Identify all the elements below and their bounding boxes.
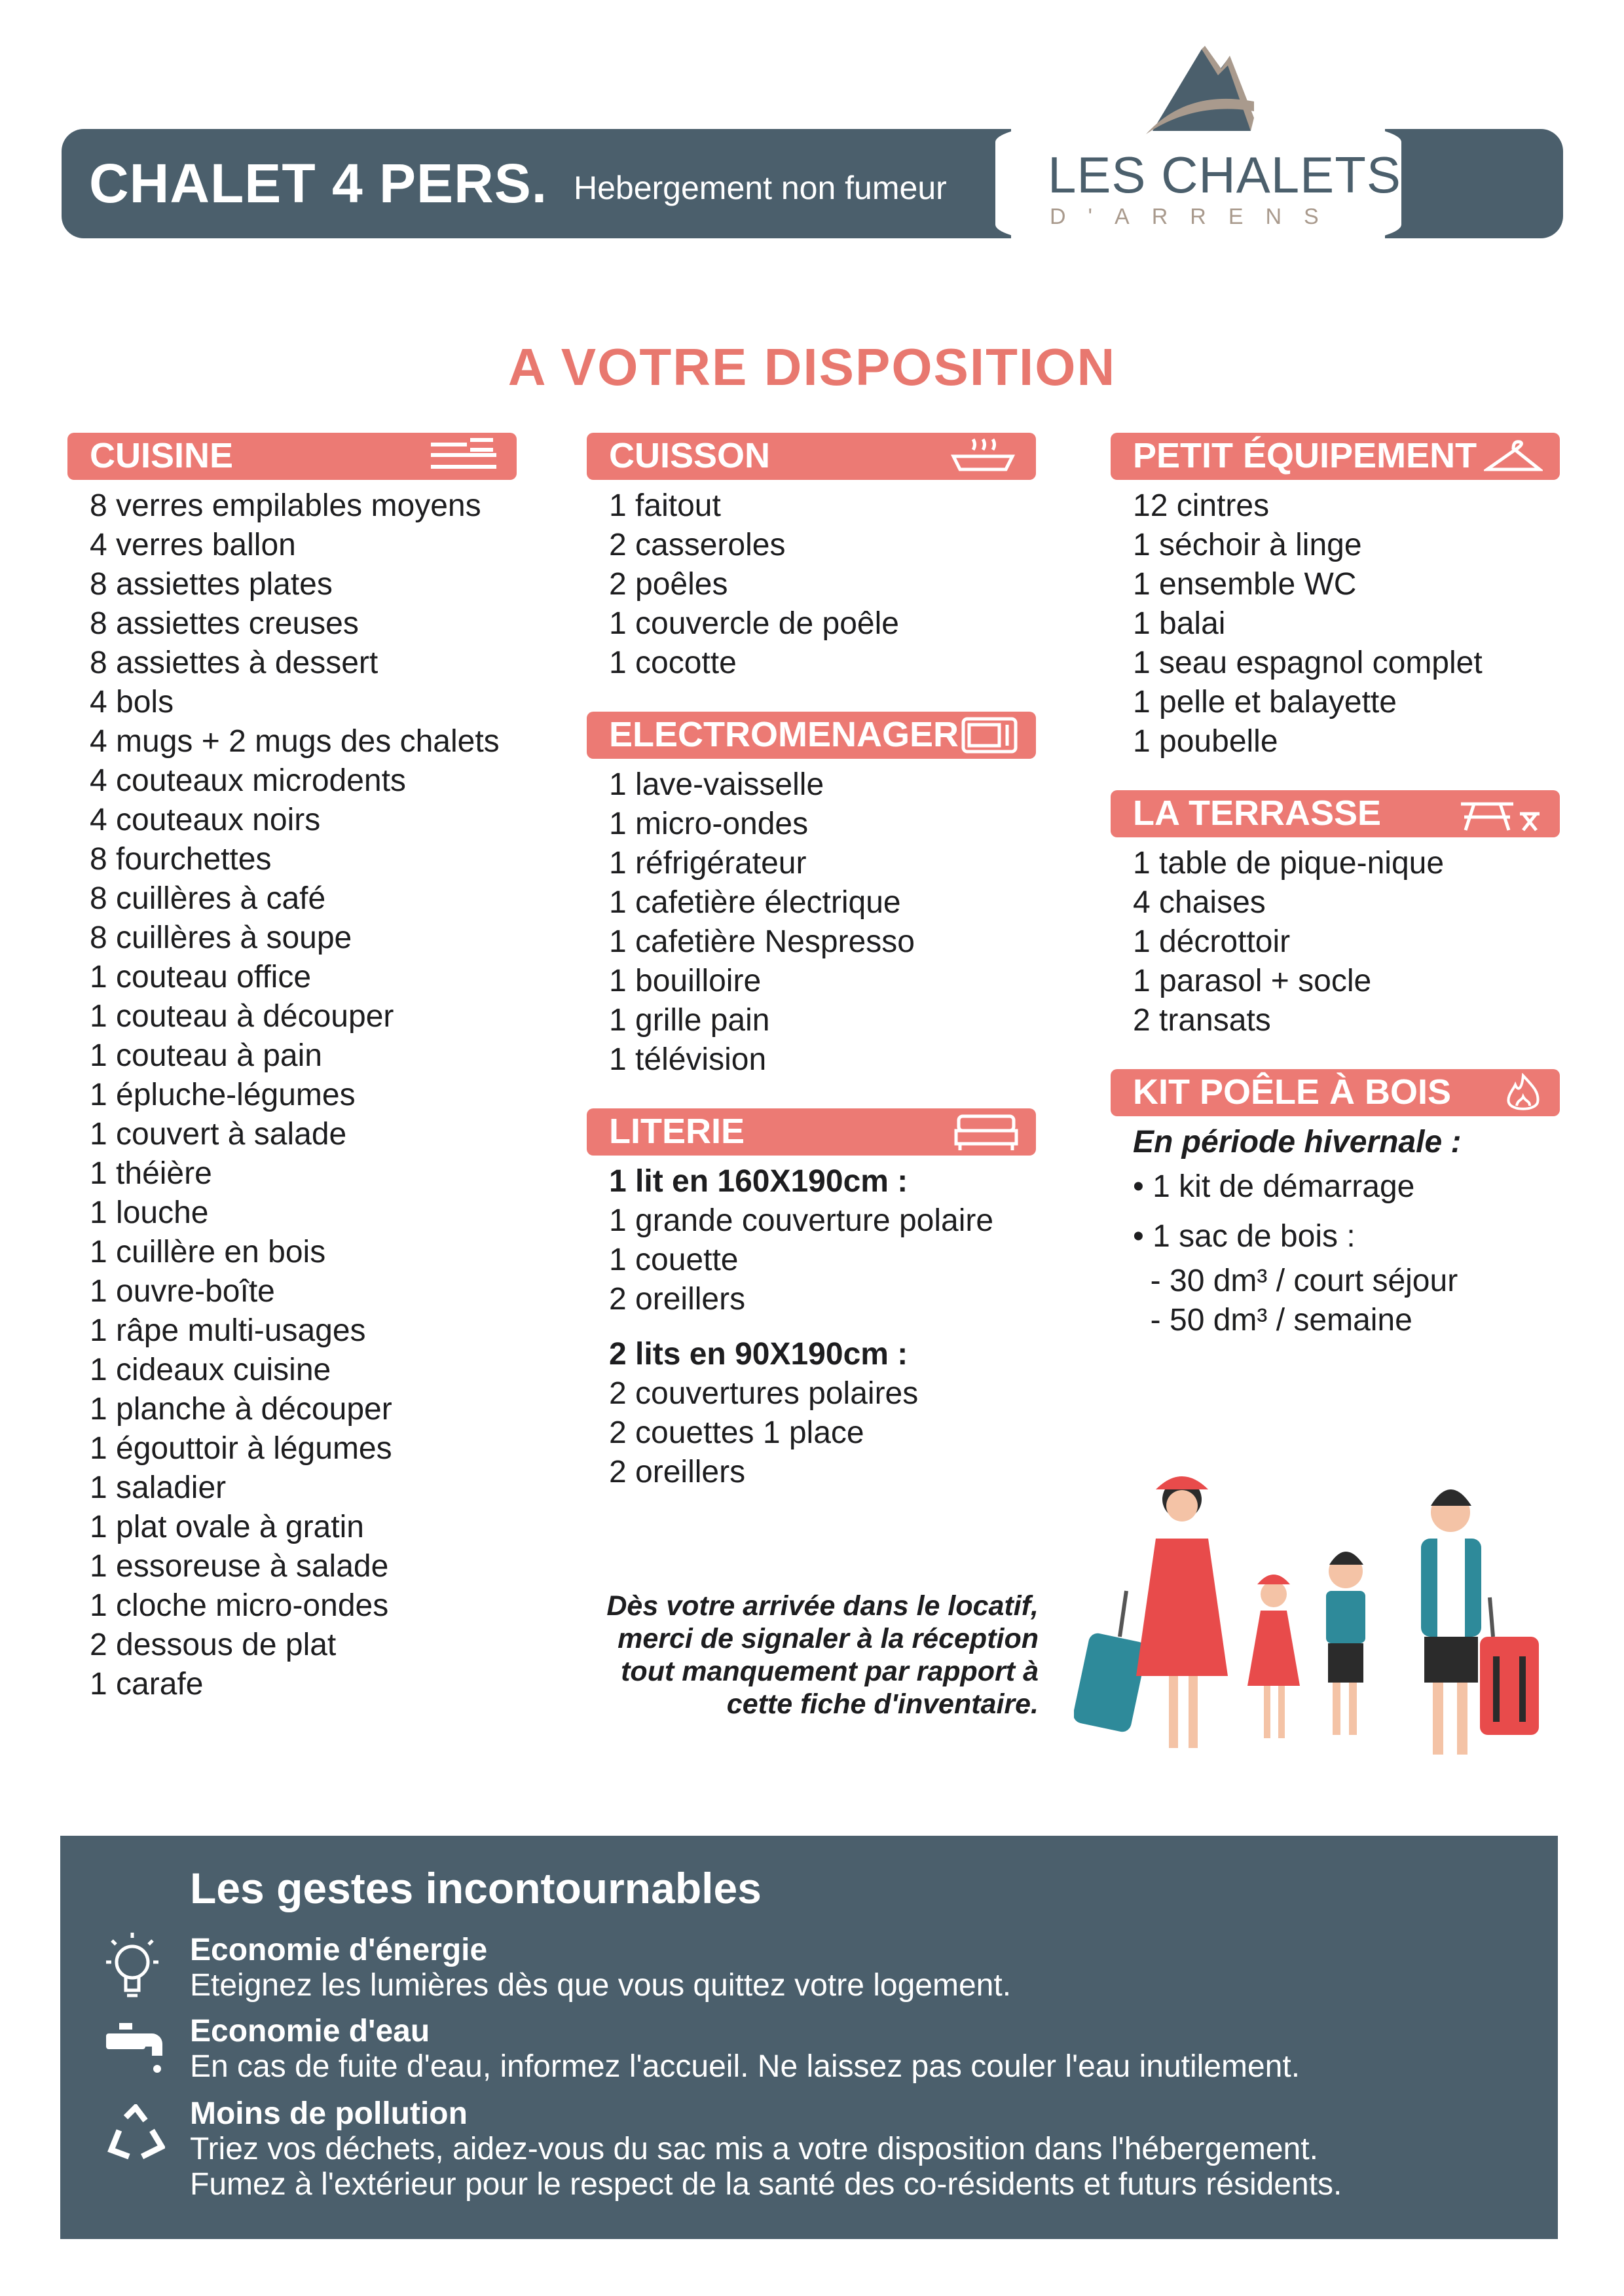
gestes-title: Les gestes incontournables (190, 1864, 762, 1912)
header-band-right (1385, 129, 1563, 238)
geste-item (190, 2014, 1300, 2085)
electro-list (587, 765, 1036, 1080)
list-item: 1 théière (90, 1156, 212, 1191)
list-item: 1 râpe multi-usages (90, 1313, 366, 1348)
literie-header (587, 1108, 1036, 1156)
list-item: 8 fourchettes (90, 842, 272, 877)
list-item: • 1 sac de bois : (1133, 1219, 1356, 1254)
list-item: 1 couteau à pain (90, 1038, 322, 1073)
list-item: 1 planche à découper (90, 1392, 392, 1427)
cuisine-column (67, 433, 517, 1704)
electro-title: ELECTROMENAGER (609, 715, 959, 754)
recycle-icon (106, 2104, 165, 2163)
geste-text: Fumez à l'extérieur pour le respect de la santé des co-résidents et futurs résidents. (190, 2167, 1342, 2202)
list-item: 1 essoreuse à salade (90, 1549, 389, 1584)
list-item: 12 cintres (1133, 488, 1270, 523)
terrasse-list (1111, 844, 1560, 1040)
list-item: 8 cuillères à soupe (90, 920, 352, 955)
list-item: 1 louche (90, 1195, 209, 1230)
pan-icon (947, 437, 1019, 476)
cutlery-icon (428, 437, 500, 476)
list-item: 2 transats (1133, 1003, 1271, 1038)
list-item: 8 assiettes à dessert (90, 646, 378, 680)
geste-text: Triez vos déchets, aidez-vous du sac mis a votre disposition dans l'hébergement. (190, 2132, 1318, 2166)
list-item: 8 assiettes plates (90, 567, 333, 602)
list-item: 1 carafe (90, 1667, 204, 1702)
cuisson-title: CUISSON (609, 436, 771, 475)
geste-text: En cas de fuite d'eau, informez l'accueil. Ne laissez pas couler l'eau inutilement. (190, 2049, 1301, 2084)
list-item: 1 micro-ondes (609, 807, 809, 841)
list-item: 2 couettes 1 place (609, 1415, 864, 1450)
geste-title: Moins de pollution (190, 2096, 468, 2131)
subtitle: Hebergement non fumeur (574, 170, 947, 206)
inventory-note: Dès votre arrivée dans le locatif, merci de signaler à la réception tout manquement par rapport à cette fiche d'inventaire. (606, 1590, 1039, 1720)
kit-header (1111, 1069, 1560, 1116)
list-item: 2 oreillers (609, 1455, 746, 1489)
list-item: 1 lave-vaisselle (609, 767, 824, 802)
lightbulb-icon (106, 1933, 158, 2005)
list-item: 1 seau espagnol complet (1133, 646, 1483, 680)
list-item: 1 réfrigérateur (609, 846, 807, 881)
list-item: 4 couteaux noirs (90, 803, 321, 837)
literie-group-title: 1 lit en 160X190cm : (609, 1164, 908, 1199)
kit-intro: En période hivernale : (1133, 1125, 1462, 1159)
list-item: 1 table de pique-nique (1133, 846, 1445, 881)
list-item: 1 grande couverture polaire (609, 1203, 994, 1238)
suitcase-icon (1480, 1597, 1539, 1735)
logo-text: LES CHALETS (1048, 146, 1401, 204)
geste-item (190, 2096, 1342, 2202)
list-item: 1 séchoir à linge (1133, 528, 1362, 562)
kit-title: KIT POÊLE À BOIS (1133, 1072, 1452, 1112)
family-illustration (1074, 1460, 1552, 1781)
faucet-icon (106, 2020, 165, 2079)
petit-list (1111, 486, 1560, 761)
list-item: 1 ensemble WC (1133, 567, 1357, 602)
list-item: 4 mugs + 2 mugs des chalets (90, 724, 500, 759)
list-item: 1 pelle et balayette (1133, 685, 1397, 720)
list-item: 1 couvercle de poêle (609, 606, 899, 641)
geste-title: Economie d'eau (190, 2014, 430, 2049)
mountain-logo-icon (1139, 46, 1257, 137)
list-item: 1 saladier (90, 1470, 227, 1505)
geste-text: Eteignez les lumières dès que vous quittez votre logement. (190, 1968, 1012, 2003)
list-item: 1 parasol + socle (1133, 964, 1372, 998)
literie-list-1 (587, 1201, 1036, 1319)
bed-icon (953, 1112, 1019, 1152)
suitcase-icon (1074, 1591, 1149, 1734)
right-column (1111, 433, 1560, 1340)
literie-list-2 (587, 1374, 1036, 1492)
list-item: 1 cuillère en bois (90, 1235, 326, 1269)
list-item: 1 décrottoir (1133, 924, 1291, 959)
page-title: CHALET 4 PERS. (89, 153, 548, 214)
list-item: • 1 kit de démarrage (1133, 1169, 1415, 1204)
cuisson-header (587, 433, 1036, 480)
list-item: 1 couteau à découper (90, 999, 394, 1034)
geste-item (190, 1933, 1011, 2003)
flame-icon (1504, 1073, 1543, 1114)
gestes-panel (60, 1836, 1558, 2239)
list-item: 1 bouilloire (609, 964, 762, 998)
cuisine-title: CUISINE (90, 436, 234, 475)
list-item: 4 bols (90, 685, 174, 720)
list-item: 1 couvert à salade (90, 1117, 347, 1152)
list-item: 2 casseroles (609, 528, 786, 562)
picnic-table-icon (1458, 794, 1543, 833)
hanger-icon (1484, 437, 1543, 476)
cuisson-list (587, 486, 1036, 683)
list-item: 1 ouvre-boîte (90, 1274, 275, 1309)
list-item: 2 oreillers (609, 1282, 746, 1317)
geste-title: Economie d'énergie (190, 1933, 488, 1967)
literie-title: LITERIE (609, 1112, 745, 1151)
list-item: 2 couvertures polaires (609, 1376, 919, 1411)
list-item: 1 cideaux cuisine (90, 1353, 331, 1387)
list-item: 2 poêles (609, 567, 728, 602)
list-item: 1 épluche-légumes (90, 1078, 356, 1112)
list-item: 8 assiettes creuses (90, 606, 359, 641)
list-item: 1 balai (1133, 606, 1226, 641)
list-item: 2 dessous de plat (90, 1628, 337, 1662)
list-item: 1 grille pain (609, 1003, 770, 1038)
logo-subtext: D'ARRENS (1050, 204, 1341, 229)
list-item: 1 cafetière électrique (609, 885, 901, 920)
list-item: 1 télévision (609, 1042, 767, 1077)
section-heading: A VOTRE DISPOSITION (507, 338, 1116, 396)
microwave-icon (960, 716, 1019, 755)
list-item: 1 plat ovale à gratin (90, 1510, 364, 1544)
list-item: 1 cloche micro-ondes (90, 1588, 389, 1623)
terrasse-title: LA TERRASSE (1133, 793, 1382, 833)
cuisine-list (67, 486, 517, 1704)
list-item: 1 couteau office (90, 960, 312, 994)
cuisine-header (67, 433, 517, 480)
kit-list (1111, 1162, 1560, 1340)
list-item: 8 cuillères à café (90, 881, 326, 916)
petit-header (1111, 433, 1560, 480)
literie-group-title: 2 lits en 90X190cm : (609, 1337, 908, 1372)
petit-title: PETIT ÉQUIPEMENT (1133, 436, 1477, 475)
list-item: 4 verres ballon (90, 528, 296, 562)
list-item: 8 verres empilables moyens (90, 488, 481, 523)
list-item: 4 couteaux microdents (90, 763, 406, 798)
electro-header (587, 712, 1036, 759)
middle-column (587, 433, 1036, 1492)
list-item: 1 couette (609, 1243, 739, 1277)
list-item: 1 cocotte (609, 646, 737, 680)
list-item: - 30 dm³ / court séjour (1133, 1264, 1458, 1298)
list-item: 1 poubelle (1133, 724, 1278, 759)
list-item: 1 faitout (609, 488, 721, 523)
list-item: 4 chaises (1133, 885, 1266, 920)
list-item: - 50 dm³ / semaine (1133, 1303, 1412, 1338)
list-item: 1 égouttoir à légumes (90, 1431, 392, 1466)
list-item: 1 cafetière Nespresso (609, 924, 915, 959)
terrasse-header (1111, 790, 1560, 837)
